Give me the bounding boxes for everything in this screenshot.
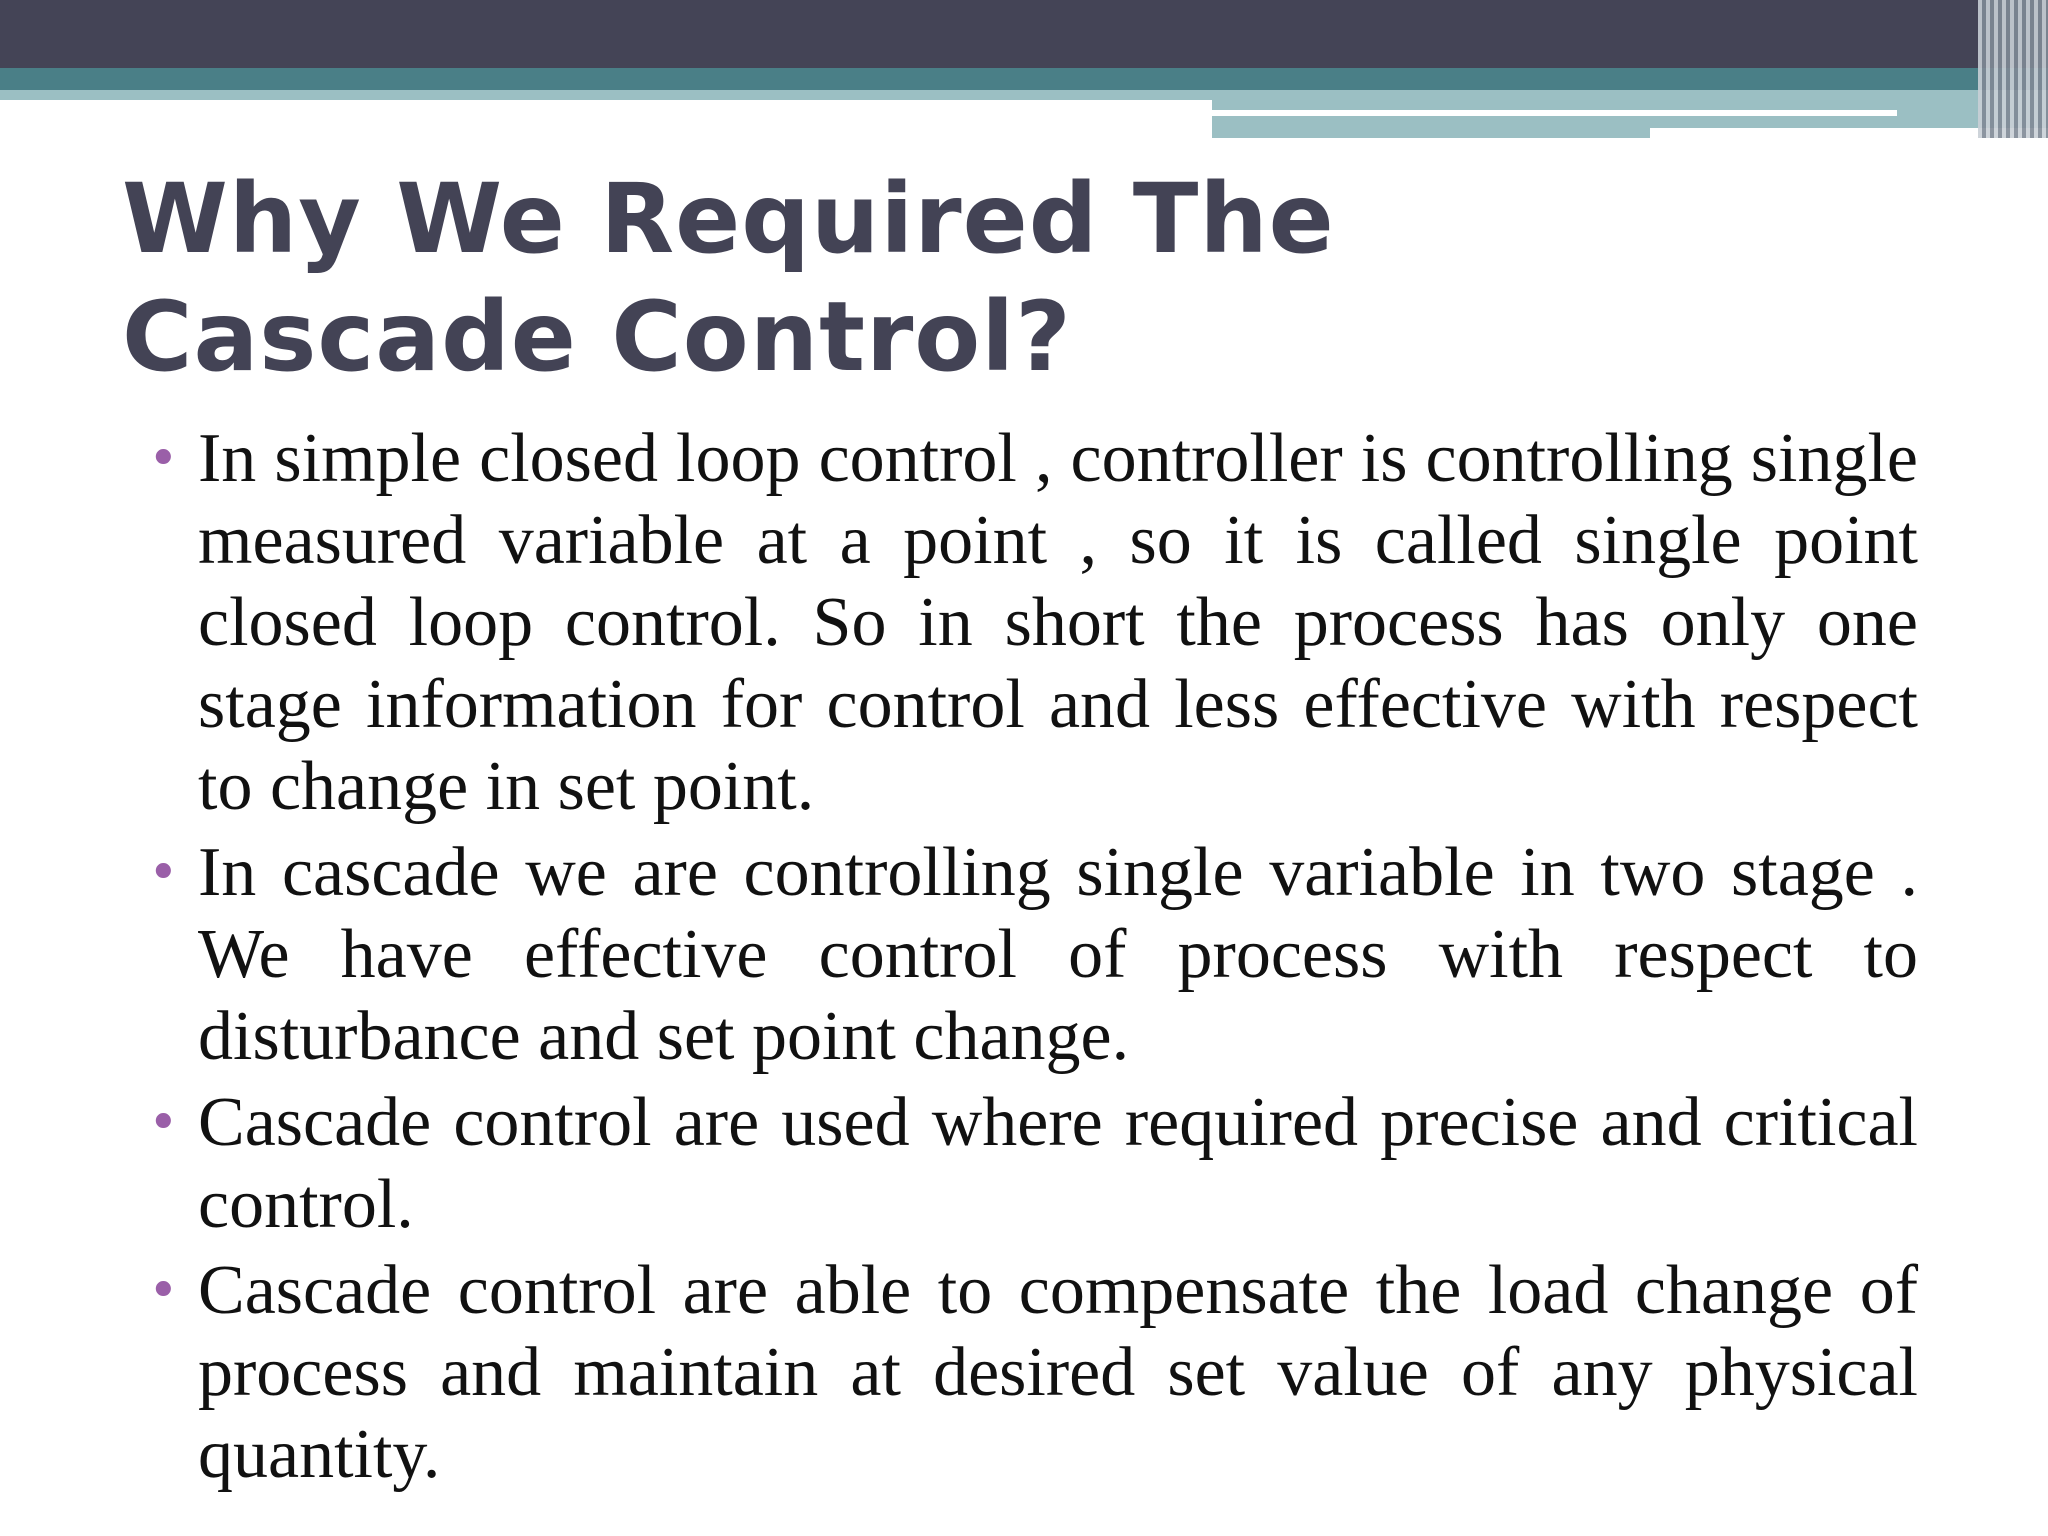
slide-title: Why We Required The Cascade Control? <box>122 163 1335 393</box>
bullet-item <box>136 418 1918 828</box>
bullet-text: In cascade we are controlling single variable in two stage . We have effective control of process with respect to disturbance and set point change. <box>198 834 1918 1075</box>
header-stripes-decoration <box>1978 0 2048 138</box>
bullet-item <box>136 832 1918 1078</box>
bullet-list <box>136 418 1918 1500</box>
bullet-text: In simple closed loop control , controller is controlling single measured variable at a point , so it is called single point closed loop control. So in short the process has only one stage information for control and less effective with respect to change in set point. <box>198 420 1918 825</box>
bullet-icon: • <box>148 843 179 903</box>
bullet-icon: • <box>148 1093 179 1153</box>
bullet-icon: • <box>148 1261 179 1321</box>
bullet-icon: • <box>148 429 179 489</box>
bullet-item <box>136 1082 1918 1246</box>
bullet-text: Cascade control are able to compensate the load change of process and maintain at desired set value of any physical quantity. <box>198 1252 1918 1493</box>
bullet-text: Cascade control are used where required precise and critical control. <box>198 1084 1918 1243</box>
header-white-line <box>1212 110 1897 116</box>
header-band-dark <box>0 0 2048 68</box>
header-band-light <box>0 90 1212 100</box>
bullet-item <box>136 1250 1918 1496</box>
header-band-teal <box>0 68 2048 90</box>
